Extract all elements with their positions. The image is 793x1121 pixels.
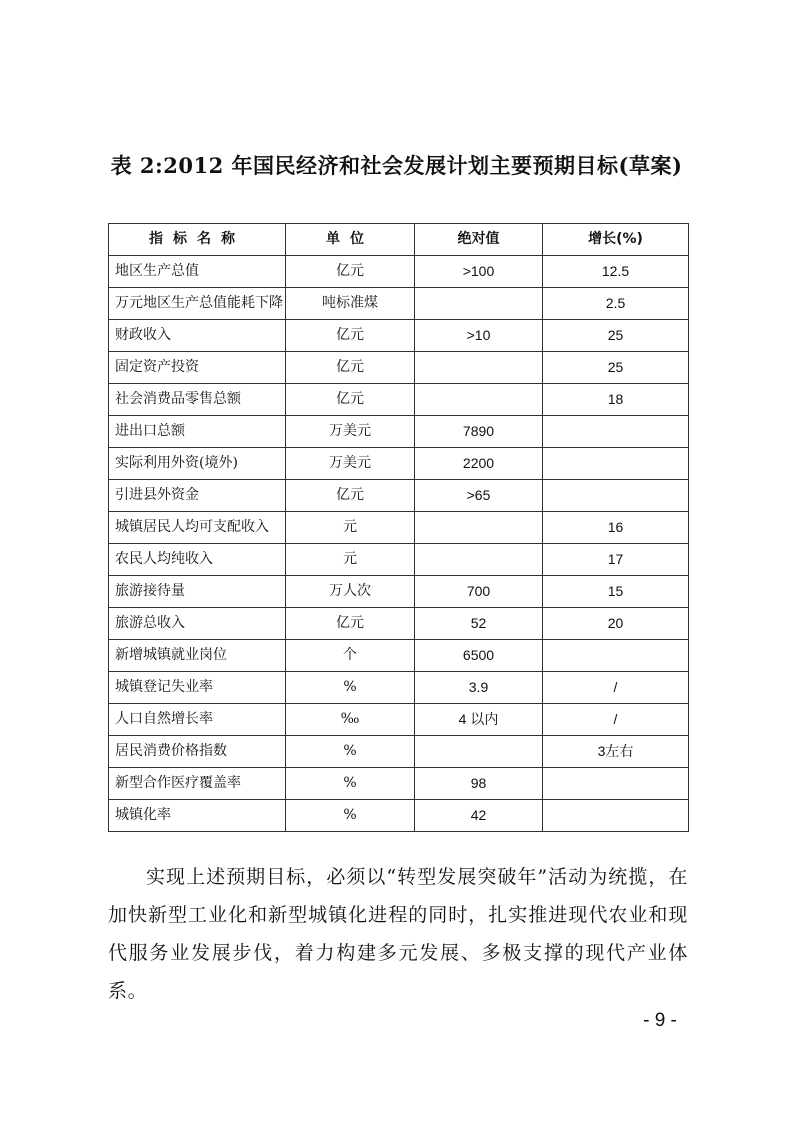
cell-absolute-value: 4 以内 bbox=[415, 704, 543, 736]
cell-absolute-value: 700 bbox=[415, 576, 543, 608]
table-row bbox=[109, 448, 689, 480]
cell-absolute-value: 2200 bbox=[415, 448, 543, 480]
cell-indicator-name: 万元地区生产总值能耗下降 bbox=[109, 288, 286, 320]
cell-indicator-name: 城镇居民人均可支配收入 bbox=[109, 512, 286, 544]
cell-indicator-name: 社会消费品零售总额 bbox=[109, 384, 286, 416]
column-header-unit: 单位 bbox=[286, 224, 415, 256]
cell-unit: 亿元 bbox=[286, 480, 415, 512]
body-paragraph: 实现上述预期目标，必须以“转型发展突破年”活动为统揽，在加快新型工业化和新型城镇化进程的同时，扎实推进现代农业和现代服务业发展步伐，着力构建多元发展、多极支撑的现代产业体系。 bbox=[108, 866, 688, 1002]
cell-unit: % bbox=[286, 672, 415, 704]
cell-absolute-value: 6500 bbox=[415, 640, 543, 672]
table-header-row bbox=[109, 224, 689, 256]
cell-growth: 16 bbox=[543, 512, 689, 544]
cell-absolute-value: 98 bbox=[415, 768, 543, 800]
cell-absolute-value bbox=[415, 544, 543, 576]
table-body bbox=[109, 256, 689, 832]
cell-growth: 25 bbox=[543, 352, 689, 384]
cell-growth: 15 bbox=[543, 576, 689, 608]
cell-growth: / bbox=[543, 704, 689, 736]
column-header-indicator: 指标名称 bbox=[109, 224, 286, 256]
table-row bbox=[109, 768, 689, 800]
cell-indicator-name: 居民消费价格指数 bbox=[109, 736, 286, 768]
cell-absolute-value bbox=[415, 352, 543, 384]
cell-absolute-value bbox=[415, 512, 543, 544]
cell-absolute-value: 7890 bbox=[415, 416, 543, 448]
table-row bbox=[109, 288, 689, 320]
cell-absolute-value bbox=[415, 288, 543, 320]
cell-unit: 亿元 bbox=[286, 352, 415, 384]
cell-unit: 万人次 bbox=[286, 576, 415, 608]
cell-growth bbox=[543, 800, 689, 832]
cell-absolute-value: 42 bbox=[415, 800, 543, 832]
cell-absolute-value: >65 bbox=[415, 480, 543, 512]
cell-absolute-value: 52 bbox=[415, 608, 543, 640]
cell-growth: 17 bbox=[543, 544, 689, 576]
cell-indicator-name: 旅游总收入 bbox=[109, 608, 286, 640]
page-title: 表 2:2012 年国民经济和社会发展计划主要预期目标(草案) bbox=[110, 153, 683, 178]
cell-indicator-name: 进出口总额 bbox=[109, 416, 286, 448]
cell-growth: 12.5 bbox=[543, 256, 689, 288]
cell-unit: 亿元 bbox=[286, 256, 415, 288]
cell-unit: 个 bbox=[286, 640, 415, 672]
table-row bbox=[109, 416, 689, 448]
cell-growth bbox=[543, 416, 689, 448]
cell-indicator-name: 引进县外资金 bbox=[109, 480, 286, 512]
table-row bbox=[109, 640, 689, 672]
cell-absolute-value bbox=[415, 384, 543, 416]
cell-growth bbox=[543, 480, 689, 512]
table-row bbox=[109, 480, 689, 512]
cell-indicator-name: 人口自然增长率 bbox=[109, 704, 286, 736]
cell-unit: 元 bbox=[286, 544, 415, 576]
cell-unit: 万美元 bbox=[286, 448, 415, 480]
cell-indicator-name: 新增城镇就业岗位 bbox=[109, 640, 286, 672]
cell-indicator-name: 城镇登记失业率 bbox=[109, 672, 286, 704]
cell-unit: 元 bbox=[286, 512, 415, 544]
cell-indicator-name: 新型合作医疗覆盖率 bbox=[109, 768, 286, 800]
table-row bbox=[109, 736, 689, 768]
cell-growth: 3左右 bbox=[543, 736, 689, 768]
cell-absolute-value: >100 bbox=[415, 256, 543, 288]
cell-indicator-name: 农民人均纯收入 bbox=[109, 544, 286, 576]
cell-unit: 亿元 bbox=[286, 608, 415, 640]
table-row bbox=[109, 512, 689, 544]
column-header-growth: 增长(%) bbox=[543, 224, 689, 256]
cell-indicator-name: 固定资产投资 bbox=[109, 352, 286, 384]
table-row bbox=[109, 320, 689, 352]
cell-growth: / bbox=[543, 672, 689, 704]
table-row bbox=[109, 608, 689, 640]
table-row bbox=[109, 256, 689, 288]
table-row bbox=[109, 800, 689, 832]
cell-growth bbox=[543, 768, 689, 800]
cell-unit: % bbox=[286, 800, 415, 832]
cell-unit: % bbox=[286, 736, 415, 768]
targets-table bbox=[108, 223, 689, 832]
cell-indicator-name: 旅游接待量 bbox=[109, 576, 286, 608]
cell-growth: 20 bbox=[543, 608, 689, 640]
table-row bbox=[109, 576, 689, 608]
cell-growth: 2.5 bbox=[543, 288, 689, 320]
table-row bbox=[109, 672, 689, 704]
table-row bbox=[109, 704, 689, 736]
cell-indicator-name: 地区生产总值 bbox=[109, 256, 286, 288]
table-row bbox=[109, 352, 689, 384]
cell-unit: 亿元 bbox=[286, 320, 415, 352]
column-header-absolute-value: 绝对值 bbox=[415, 224, 543, 256]
cell-growth bbox=[543, 640, 689, 672]
cell-unit: 万美元 bbox=[286, 416, 415, 448]
cell-growth: 25 bbox=[543, 320, 689, 352]
cell-indicator-name: 实际利用外资(境外) bbox=[109, 448, 286, 480]
page-number: - 9 - bbox=[643, 1010, 677, 1031]
cell-absolute-value: >10 bbox=[415, 320, 543, 352]
cell-unit: % bbox=[286, 768, 415, 800]
cell-absolute-value: 3.9 bbox=[415, 672, 543, 704]
cell-indicator-name: 城镇化率 bbox=[109, 800, 286, 832]
cell-growth bbox=[543, 448, 689, 480]
table-row bbox=[109, 384, 689, 416]
table-row bbox=[109, 544, 689, 576]
cell-indicator-name: 财政收入 bbox=[109, 320, 286, 352]
cell-unit: 吨标准煤 bbox=[286, 288, 415, 320]
cell-absolute-value bbox=[415, 736, 543, 768]
cell-growth: 18 bbox=[543, 384, 689, 416]
cell-unit: 亿元 bbox=[286, 384, 415, 416]
cell-unit: ‰ bbox=[286, 704, 415, 736]
